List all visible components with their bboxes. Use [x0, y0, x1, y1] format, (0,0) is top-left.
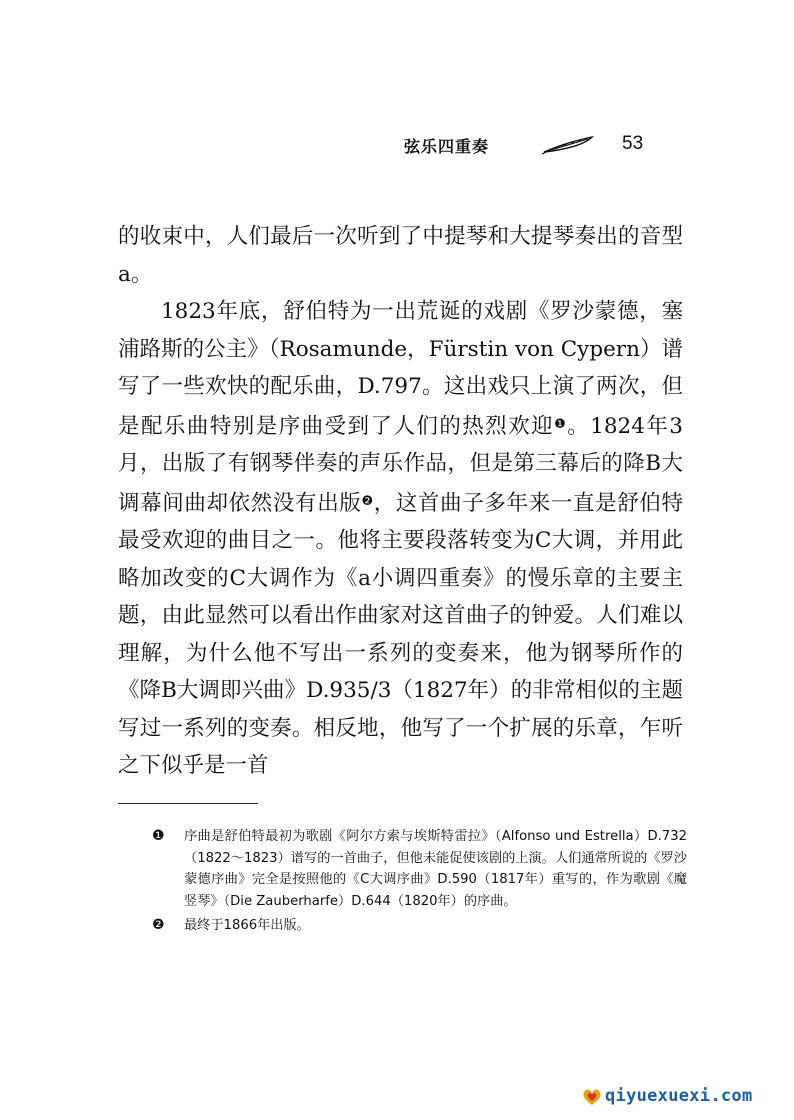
footnote-1	[152, 826, 687, 912]
site-watermark	[581, 1085, 781, 1109]
paragraph-2-text-a: 1823年底，舒伯特为一出荒诞的戏剧《罗沙蒙德，塞浦路斯的公主》（Rosamunde，Fürstin von Cypern）谱写了一些欢快的配乐曲，D.797。这出戏只上演了两次，但是配乐曲特别是序曲受到了人们的热烈欢迎	[118, 299, 683, 439]
paragraph-1: 的收束中，人们最后一次听到了中提琴和大提琴奏出的音型 a。	[118, 224, 683, 287]
page-number: 53	[622, 133, 644, 154]
footnote-2	[152, 915, 687, 937]
paragraph-2-text-b: 。1824年3月，出版了有钢琴伴奏的声乐作品，但是第三幕后的降B大调幕间曲却依然没有出版	[118, 413, 683, 516]
footnote-2-marker: ❷	[152, 917, 165, 933]
quill-pen-icon	[542, 134, 594, 156]
footnotes	[152, 826, 687, 940]
footnote-ref-2: ❷	[361, 493, 374, 509]
watermark-text: qiyuexuexi.com	[605, 1086, 753, 1106]
running-title: 弦乐四重奏	[404, 137, 490, 156]
running-header	[400, 132, 660, 162]
paragraph-2	[118, 293, 683, 785]
footnote-1-text: 序曲是舒伯特最初为歌剧《阿尔方索与埃斯特雷拉》（Alfonso und Estrella）D.732（1822～1823）谱写的一首曲子，但他未能促使该剧的上演。人们通常所说的《罗沙蒙德序曲》完全是按照他的《C大调序曲》D.590（1817年）重写的，作为歌剧《魔竖琴》（Die Zauberharfe）D.644（1820年）的序曲。	[184, 829, 687, 909]
footnote-2-text: 最终于1866年出版。	[184, 918, 310, 933]
main-text	[118, 218, 683, 785]
footnote-ref-1: ❶	[554, 416, 568, 432]
heart-logo-icon	[581, 1086, 603, 1108]
footnote-divider	[118, 803, 258, 804]
paragraph-2-text-c: ，这首曲子多年来一直是舒伯特最受欢迎的曲目之一。他将主要段落转变为C大调，并用此略加改变的C大调作为《a小调四重奏》的慢乐章的主要主题，由此显然可以看出作曲家对这首曲子的钟爱。人们难以理解，为什么他不写出一系列的变奏来，他为钢琴所作的《降B大调即兴曲》D.935/3（1827年）的非常相似的主题写过一系列的变奏。相反地，他写了一个扩展的乐章，乍听之下似乎是一首	[118, 490, 683, 778]
footnote-1-marker: ❶	[152, 828, 165, 844]
